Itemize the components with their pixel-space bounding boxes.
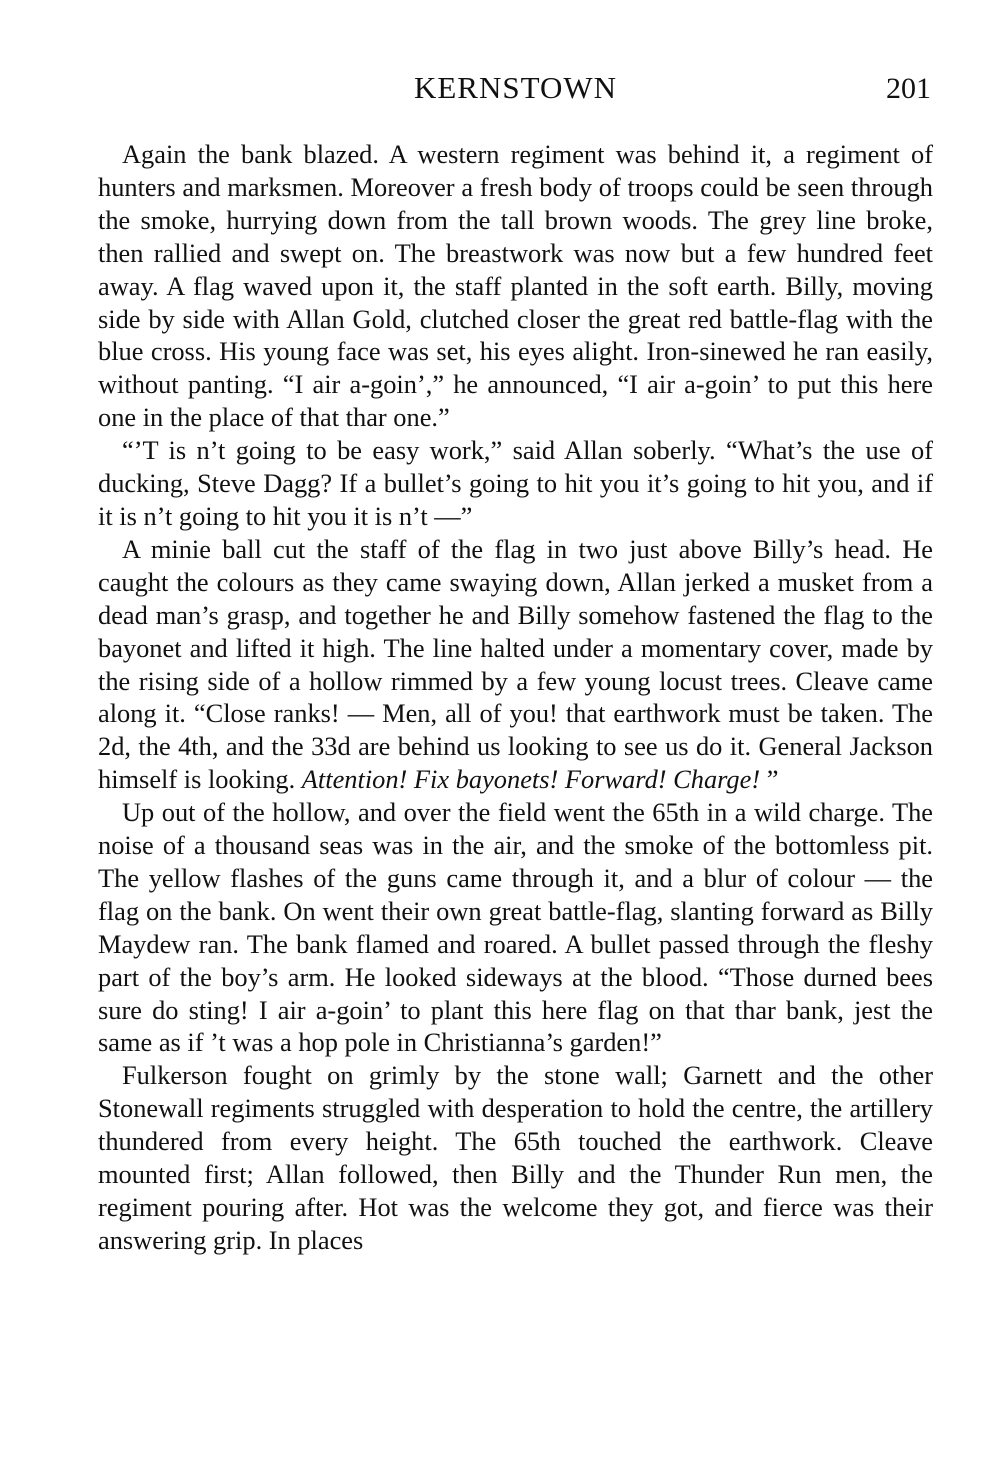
book-page xyxy=(98,70,933,1257)
body-text xyxy=(98,138,933,1257)
paragraph-text: “’T is n’t going to be easy work,” said Allan soberly. “What’s the use of ducking, Steve Dagg? If a bullet’s going to hit you it’s going to hit you, and if it is n’t going to hit you it is n’t —” xyxy=(98,435,933,531)
running-head xyxy=(98,70,933,114)
chapter-title: KERNSTOWN xyxy=(413,70,618,105)
paragraph-text: Again the bank blazed. A western regiment was behind it, a regiment of hunters and marksmen. Moreover a fresh body of troops could be seen through the smoke, hurrying down from the tall brown woods. The grey line broke, then rallied and swept on. The breastwork was now but a few hundred feet away. A flag waved upon it, the staff planted in the soft earth. Billy, moving side by side with Allan Gold, clutched closer the great red battle-flag with the blue cross. His young face was set, his eyes alight. Iron-sinewed he ran easily, without panting. “I air a-goin’,” he announced, “I air a-goin’ to put this here one in the place of that thar one.” xyxy=(98,139,933,433)
closing-quote: ” xyxy=(760,764,779,795)
paragraph xyxy=(98,533,933,796)
paragraph xyxy=(98,1059,933,1256)
paragraph-text: Fulkerson fought on grimly by the stone wall; Garnett and the other Stonewall regiments struggled with desperation to hold the centre, the artillery thundered from every height. The 65th touched the earthwork. Cleave mounted first; Allan followed, then Billy and the Thunder Run men, the regiment pouring after. Hot was the welcome they got, and fierce was their answering grip. In places xyxy=(98,1060,933,1255)
paragraph xyxy=(98,434,933,533)
paragraph xyxy=(98,138,933,434)
paragraph-text: A minie ball cut the staff of the flag in two just above Billy’s head. He caught the colours as they came swaying down, Allan jerked a musket from a dead man’s grasp, and together he and Billy somehow fastened the flag to the bayonet and lifted it high. The line halted under a momentary cover, made by the rising side of a hollow rimmed by a few young locust trees. Cleave came along it. “Close ranks! — Men, all of you! that earthwork must be taken. The 2d, the 4th, and the 33d are behind us looking to see us do it. General Jackson himself is looking. xyxy=(98,533,933,795)
italic-command: Attention! Fix bayonets! Forward! Charge! xyxy=(301,764,761,795)
paragraph xyxy=(98,796,933,1059)
page-number: 201 xyxy=(886,72,931,105)
paragraph-text: Up out of the hollow, and over the field went the 65th in a wild charge. The noise of a thousand seas was in the air, and the smoke of the bottomless pit. The yellow flashes of the guns came through it, and a blur of colour — the flag on the bank. On went their own great battle-flag, slanting forward as Billy Maydew ran. The bank flamed and roared. A bullet passed through the fleshy part of the boy’s arm. He looked sideways at the blood. “Those durned bees sure do sting! I air a-goin’ to plant this here flag on that thar bank, jest the same as if ’t was a hop pole in Christianna’s garden!” xyxy=(98,797,933,1058)
